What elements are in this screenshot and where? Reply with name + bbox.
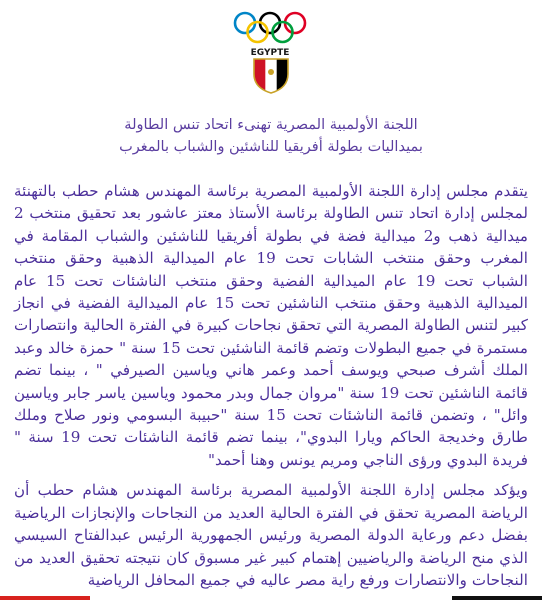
article-body [14, 180, 528, 591]
logo-text: EGYPTE [250, 48, 290, 58]
black-corner-bar [452, 596, 542, 600]
headline [20, 114, 522, 158]
red-corner-bar [0, 596, 90, 600]
article-paragraph-2: ويؤكد مجلس إدارة اللجنة الأولمبية المصرية برئاسة المهندس هشام حطب أن الرياضة المصرية تحقق في الفترة الحالية العديد من النجاحات والإنجازات الرياضية بفضل دعم ورعاية الدولة المصرية ورئيس الجمهورية الرئيس عبدالفتاح السيسي الذي منح الرياضة والرياضيين إهتمام كبير غير مسبوق كان نتيجته تحقيق العديد من النجاحات والانتصارات ورفع راية مصر عاليه في جميع المحافل الرياضية [14, 481, 528, 589]
egypt-olympic-committee-logo [226, 8, 316, 94]
headline-line-2: بميداليات بطولة أفريقيا للناشئين والشباب بالمغرب [119, 139, 423, 155]
headline-line-1: اللجنة الأولمبية المصرية تهنىء اتحاد تنس الطاولة [124, 117, 418, 133]
olympic-rings-icon [226, 8, 316, 94]
article-paragraph-1: يتقدم مجلس إدارة اللجنة الأولمبية المصرية برئاسة المهندس هشام حطب بالتهنئة لمجلس إدارة اتحاد تنس الطاولة برئاسة الأستاذ معتز عاشور بعد تحقيق منتخب 2 ميدالية ذهب و2 ميدالية فضة في بطولة أفريقيا للناشئين والشباب المقامة في المغرب وحقق منتخب الشابات تحت 19 عام الميدالية الذهبية وحقق منتخب الشباب تحت 19 عام الميدالية الفضية وحقق منتخب الناشئات تحت 15 عام الميدالية الذهبية وحقق منتخب الناشئين تحت 15 عام الميدالية الفضية في انجاز كبير لتنس الطاولة المصرية التي تحقق نجاحات كبيرة في الفترة الحالية وانتصارات مستمرة في جميع البطولات وتضم قائمة الناشئين تحت 15 سنة " حمزة خالد وعبد الملك أشرف صبحي ويوسف أحمد وعمر هاني وياسين الصيرفي " ، بينما تضم قائمة الناشئين تحت 19 سنة "مروان جمال وبدر محمود وياسين ياسر جابر وياسين وائل" ، وتضمن قائمة الناشئات تحت 15 سنة "حبيبة البسومي ونور صلاح وملك طارق وخديجة الحاكم ويارا البدوي"، بينما تضم قائمة الناشئات تحت 19 سنة " فريدة البدوي ورؤى الناجي ومريم يونس وهنا أحمد" [14, 182, 529, 469]
